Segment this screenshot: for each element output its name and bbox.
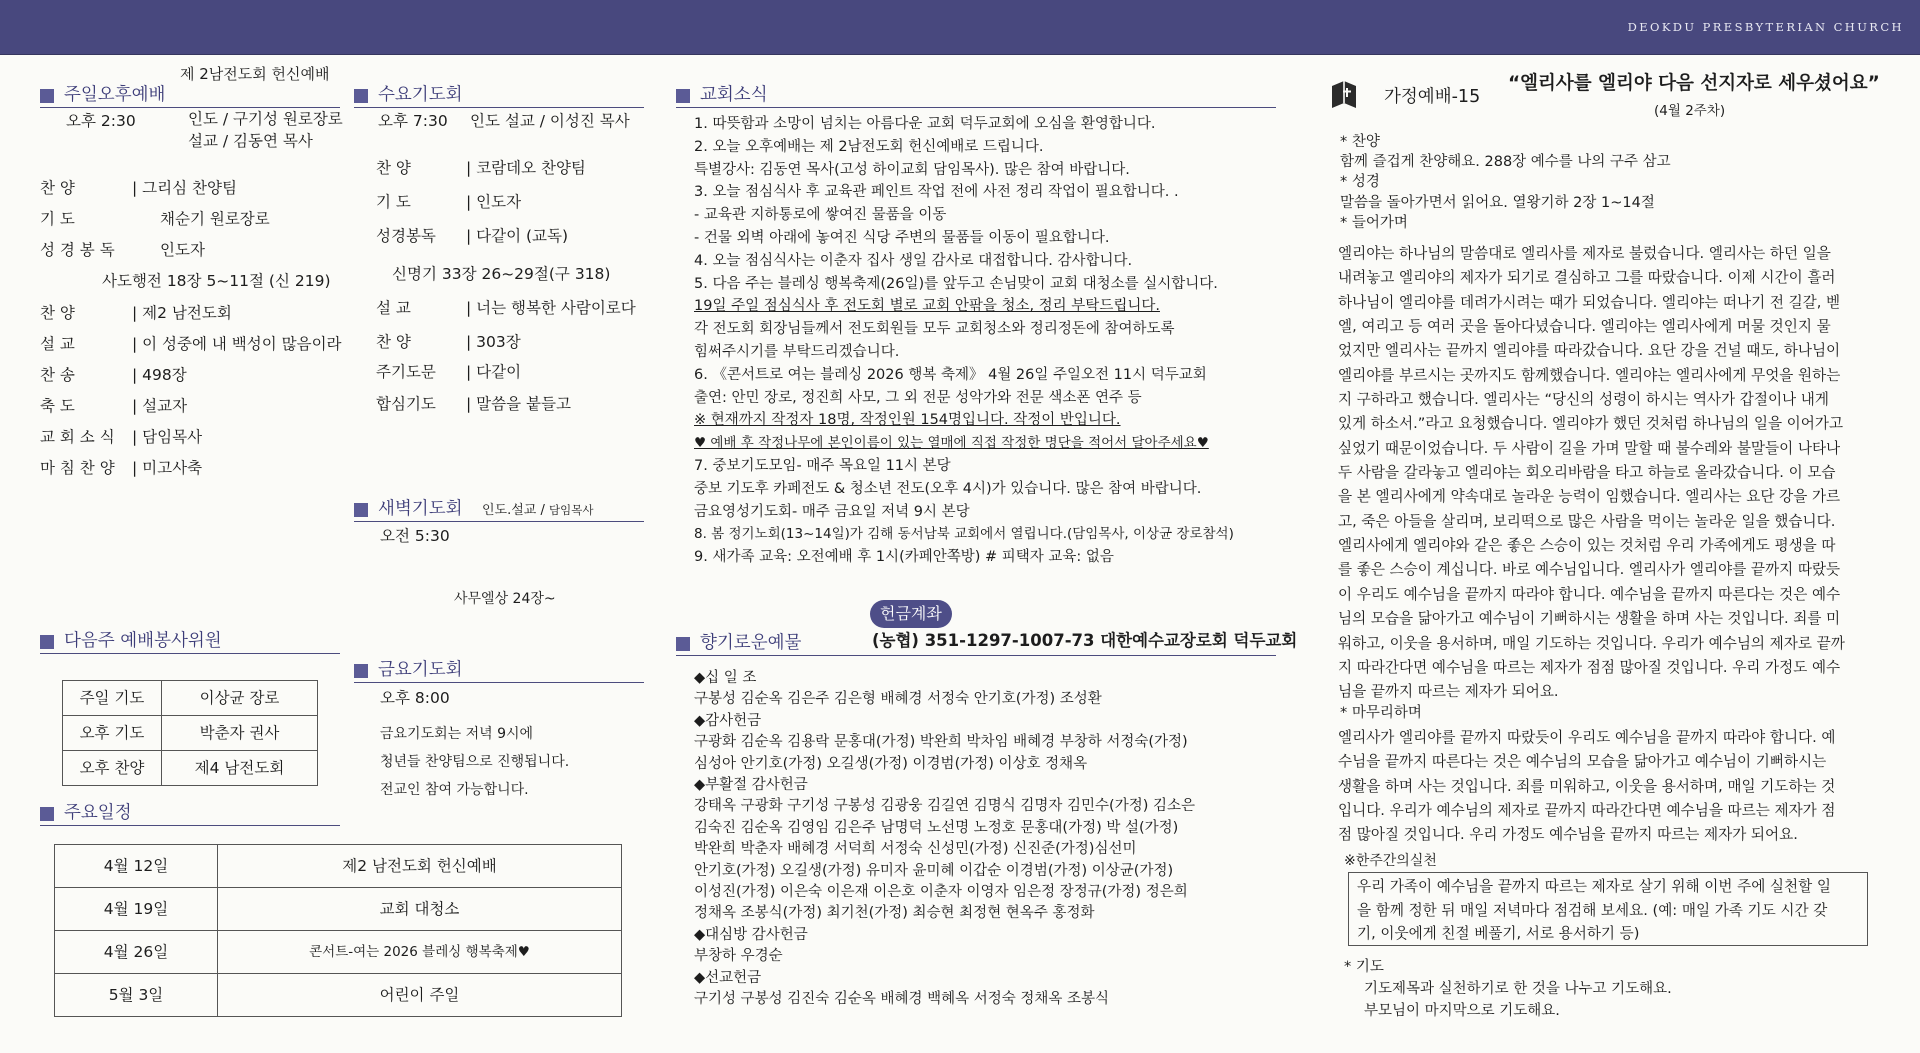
section-heading: 다음주 예배봉사위원 [64, 631, 222, 651]
wednesday-leader: 인도 설교 / 이성진 목사 [470, 112, 630, 130]
order-row: 성 경 봉 독 인도자 [40, 241, 205, 259]
news-line: 9. 새가족 교육: 오전예배 후 1시(카페안쪽방) # 피택자 교육: 없음 [694, 549, 1114, 566]
family-worship-label: 가정예배-15 [1384, 87, 1481, 107]
offering-line: 구광화 김순옥 김용락 문홍대(가정) 박완희 박차임 배혜경 부창하 서정숙(가정) [694, 734, 1188, 751]
offering-line: 정채옥 조봉식(가정) 최기천(가정) 최승현 최정현 현옥주 홍정화 [694, 905, 1095, 922]
news-line: - 건물 외벽 아래에 놓여진 식당 주변의 물품들 이동이 필요합니다. [694, 229, 1110, 246]
offering-line: ◆부활절 감사헌금 [694, 777, 808, 794]
family-worship-week: (4월 2주차) [1654, 103, 1726, 119]
offering-line: 이성진(가정) 이은숙 이은재 이은호 이춘자 이영자 임은정 장정규(가정) 정은희 [694, 884, 1188, 901]
afternoon-leader: 인도 / 구기성 원로장로 [188, 110, 343, 128]
square-bullet-icon [354, 664, 368, 678]
square-bullet-icon [354, 503, 368, 517]
order-row: 기 도 | 인도자 [376, 193, 522, 211]
news-line: 출연: 안민 장로, 정진희 사모, 그 외 전문 성악가와 전문 색소폰 연주 등 [694, 389, 1142, 406]
news-line: 3. 오늘 점심식사 후 교육관 페인트 작업 전에 사전 정리 작업이 필요합니다. . [694, 184, 1179, 201]
offering-line: 안기호(가정) 오길생(가정) 유미자 윤미혜 이갑순 이경범(가정) 이상균(가정) [694, 862, 1174, 879]
divider [676, 655, 1276, 656]
church-name: DEOKDU PRESBYTERIAN CHURCH [1627, 20, 1904, 34]
square-bullet-icon [40, 635, 54, 649]
news-line: 7. 중보기도모임- 매주 목요일 11시 본당 [694, 457, 951, 474]
news-line: ♥ 예배 후 작정나무에 본인이름이 있는 열매에 직접 작정한 명단을 적어서 달아주세요♥ [694, 435, 1209, 452]
dawn-time: 오전 5:30 [380, 527, 450, 545]
offering-line: 박완희 박춘자 배혜경 서덕희 서정숙 신성민(가정) 신진준(가정)심선미 [694, 841, 1137, 858]
divider [354, 521, 644, 522]
offering-line: ◆대심방 감사헌금 [694, 926, 808, 943]
section-heading: 수요기도회 [378, 85, 463, 105]
order-row: 찬 양 | 303장 [376, 333, 521, 351]
friday-notes: 금요기도회는 저녁 9시에 청년들 찬양팀으로 진행됩니다. 전교인 참여 가능합니다. [380, 726, 570, 798]
order-row: 축 도 | 설교자 [40, 397, 188, 415]
order-row: 교 회 소 식 | 담임목사 [40, 428, 203, 446]
divider [40, 653, 340, 654]
square-bullet-icon [354, 89, 368, 103]
offering-line: ◆감사헌금 [694, 712, 762, 729]
section-news [676, 84, 768, 108]
section-heading: 교회소식 [700, 85, 768, 105]
divider [354, 682, 644, 683]
news-line: 19일 주일 점심식사 후 전도회 별로 교회 안팎을 청소, 정리 부탁드립니다. [694, 298, 1160, 315]
news-line: 8. 봄 정기노회(13~14일)가 김해 동서남북 교회에서 열립니다.(담임목사, 이상균 장로참석) [694, 526, 1234, 543]
news-line: - 교육관 지하통로에 쌓여진 물품을 이동 [694, 207, 947, 224]
news-line: 특별강사: 김동연 목사(고성 하이교회 담임목사). 많은 참여 바랍니다. [694, 161, 1130, 178]
section-heading: 금요기도회 [378, 660, 463, 680]
section-heading: 주일오후예배 [64, 85, 166, 105]
table-row: 오후 기도 박춘자 권사 [63, 716, 318, 751]
order-row: 설 교 | 이 성중에 내 백성이 많음이라 [40, 335, 342, 353]
offering-line: 구기성 구봉성 김진숙 김순옥 배혜경 백혜옥 서정숙 정채옥 조봉식 [694, 991, 1110, 1008]
closing-message: 엘리사가 엘리야를 끝까지 따랐듯이 우리도 예수님을 끝까지 따라야 합니다. 예 수님을 끝까지 따른다는 것은 예수님의 모습을 닮아가고 예수님이 기뻐하시는 생활을 하며 사는 것입니다. 죄를 미워하고, 이웃을 용서하며, 매일 기도하는 것 입니다. 우리가 예수님의 제자로 끝까지 따라간다면 예수님을 따르는 제자가 점 점 많아질 것입니다. 우리 가정도 예수님을 끝까지 따르는 제자가 되어요. [1338, 729, 1836, 844]
offering-line: 구봉성 김순옥 김은주 김은형 배혜경 서정숙 안기호(가정) 조성환 [694, 691, 1102, 708]
news-line: ※ 현재까지 작정자 18명, 작정인원 154명입니다. 작정이 반입니다. [694, 412, 1121, 429]
offering-line: ◆십 일 조 [694, 670, 757, 686]
section-heading: 향기로운예물 [700, 633, 802, 653]
schedule-table [54, 844, 622, 1017]
news-line: 각 전도회 회장님들께서 전도회원들 모두 교회청소와 정리정돈에 참여하도록 [694, 321, 1175, 338]
divider [354, 107, 644, 108]
divider [676, 107, 1276, 108]
section-offering [676, 632, 801, 656]
closing-heading: * 마무리하며 [1340, 705, 1422, 721]
account-number: (농협) 351-1297-1007-73 대한예수교장로회 덕두교회 [872, 631, 1298, 650]
bible-icon [1326, 78, 1362, 112]
account-pill: 헌금계좌 [870, 600, 952, 628]
family-worship-title: “엘리사를 엘리야 다음 선지자로 세우셨어요” [1508, 73, 1880, 94]
afternoon-time: 오후 2:30 [66, 112, 136, 130]
news-line: 4. 오늘 점심식사는 이춘자 집사 생일 감사로 대접합니다. 감사합니다. [694, 252, 1133, 269]
offering-line: 부창하 우경순 [694, 948, 783, 965]
square-bullet-icon [40, 807, 54, 821]
church-news-list [694, 113, 1234, 569]
order-row: 찬 양 | 제2 남전도회 [40, 304, 232, 322]
friday-time: 오후 8:00 [380, 689, 450, 707]
order-row: 찬 양 | 코람데오 찬양팀 [376, 159, 586, 177]
offering-line: 심성아 안기호(가정) 오길생(가정) 이경범(가정) 이상호 정채옥 [694, 755, 1088, 772]
offering-list [694, 668, 1195, 1011]
news-line: 2. 오늘 오후예배는 제 2남전도회 헌신예배로 드립니다. [694, 138, 1044, 155]
table-row: 4월 12일 제2 남전도회 헌신예배 [55, 845, 622, 888]
dawn-note: 사무엘상 24장~ [454, 591, 556, 607]
practice-heading: ※한주간의실천 [1344, 853, 1437, 869]
section-friday [354, 659, 463, 683]
table-row: 주일 기도 이상균 장로 [63, 681, 318, 716]
offering-line: 강태옥 구광화 구기성 구봉성 김광웅 김길연 김명식 김명자 김민수(가정) 김소은 [694, 798, 1196, 815]
order-row: 찬 송 | 498장 [40, 366, 187, 384]
order-row: 합심기도 | 말씀을 붙들고 [376, 395, 571, 413]
order-row: 마 침 찬 양 | 미고사축 [40, 459, 203, 477]
order-row: 주기도문 | 다같이 [376, 363, 522, 381]
order-row: 사도행전 18장 5~11절 (신 219) [102, 272, 331, 290]
offering-line: 김숙진 김순옥 김영임 김은주 남명덕 노선명 노정호 문홍대(가정) 박 설(가정) [694, 819, 1179, 836]
divider [40, 107, 340, 108]
order-row: 기 도 채순기 원로장로 [40, 210, 270, 228]
news-line: 6. 《콘서트로 여는 블레싱 2026 행복 축제》 4월 26일 주일오전 11시 덕두교회 [694, 366, 1207, 383]
news-line: 힘써주시기를 부탁드리겠습니다. [694, 343, 900, 360]
news-line: 중보 기도후 카페전도 & 청소년 전도(오후 4시)가 있습니다. 많은 참여 바랍니다. [694, 480, 1202, 497]
section-wednesday [354, 84, 463, 108]
square-bullet-icon [676, 637, 690, 651]
family-intro: * 찬양 함께 즐겁게 찬양해요. 288장 예수를 나의 구주 삼고 * 성경 말씀을 돌아가면서 읽어요. 열왕기하 2장 1~14절 * 들어가며 [1340, 134, 1671, 231]
order-row: 찬 양 | 그리심 찬양팀 [40, 179, 237, 197]
section-heading: 주요일정 [64, 803, 132, 823]
offering-line: ◆선교헌금 [694, 969, 762, 986]
prayer-heading: * 기도 [1344, 959, 1384, 975]
section-servants [40, 630, 222, 654]
table-row: 5월 3일 어린이 주일 [55, 974, 622, 1017]
section-schedule [40, 802, 132, 826]
table-row: 오후 찬양 제4 남전도회 [63, 751, 318, 786]
family-message: 엘리야는 하나님의 말씀대로 엘리사를 제자로 불렀습니다. 엘리사는 하던 일을 내려놓고 엘리야의 제자가 되기로 결심하고 그를 따랐습니다. 이제 시간이 흘러 하나님이 엘리야를 데려가시려는 때가 되었습니다. 엘리야는 떠나기 전 길갈, 벧 엘, 여리고 등 여러 곳을 돌아다녔습니다. 엘리야는 엘리사에게 머물 것인지 물 었지만 엘리사는 끝까지 엘리야를 따라갔습니다. 요단 강을 건널 때도, 하나님이 엘리야를 부르시는 곳까지도 함께했습니다. 엘리야는 엘리사에게 무엇을 원하는 지 구하라고 했습니다. 엘리사는 “당신의 성령이 하시는 역사가 갑절이나 내게 있게 하소서.”라고 요청했습니다. 엘리야가 했던 것처럼 하나님의 일을 이어가고 싶었기 때문이었습니다. 두 사람이 길을 가며 말할 때 불수레와 불말들이 나타나 두 사람을 갈라놓고 엘리야는 회오리바람을 타고 하늘로 올라갔습니다. 이 모습 을 본 엘리사에게 약속대로 놀라운 능력이 임했습니다. 엘리사는 요단 강을 가르 고, 죽은 아들을 살리며, 보리떡으로 많은 사람을 먹이는 놀라운 일을 했습니다. 엘리사에게 엘리야와 같은 좋은 스승이 있는 것처럼 우리 가족에게도 평생을 따 를 좋은 스승이 계십니다. 바로 예수님입니다. 엘리사가 엘리야를 끝까지 따랐듯 이 우리도 예수님을 끝까지 따라야 합니다. 예수님을 끝까지 따른다는 것은 예수 님의 모습을 닮아가고 예수님이 기뻐하시는 생활을 하며 사는 것입니다. 죄를 미 워하고, 이웃을 용서하며, 매일 기도하는 것입니다. 우리가 예수님의 제자로 끝까 지 따라간다면 예수님을 따르는 제자가 점점 많아질 것입니다. 우리 가정도 예수 님을 끝까지 따르는 제자가 되어요. [1338, 245, 1845, 701]
news-line: 5. 다음 주는 블레싱 행복축제(26일)를 앞두고 손님맞이 교회 대청소를 실시합니다. [694, 275, 1218, 292]
order-row: 성경봉독 | 다같이 (교독) [376, 227, 569, 245]
wednesday-time: 오후 7:30 [378, 112, 448, 130]
section-afternoon-worship [40, 84, 165, 108]
square-bullet-icon [676, 89, 690, 103]
table-row: 4월 19일 교회 대청소 [55, 888, 622, 931]
service-title: 제 2남전도회 헌신예배 [180, 65, 330, 83]
servants-table [62, 680, 318, 786]
section-dawn [354, 498, 463, 522]
news-line: 금요영성기도회- 매주 금요일 저녁 9시 본당 [694, 503, 970, 520]
news-line: 1. 따뜻함과 소망이 넘치는 아름다운 교회 덕두교회에 오심을 환영합니다. [694, 116, 1156, 132]
order-row: 신명기 33장 26~29절(구 318) [392, 265, 611, 283]
square-bullet-icon [40, 89, 54, 103]
prayer-lines: 기도제목과 실천하기로 한 것을 나누고 기도해요. 부모님이 마지막으로 기도해요. [1364, 981, 1672, 1019]
order-row: 설 교 | 너는 행복한 사람이로다 [376, 299, 636, 317]
section-heading: 새벽기도회 [378, 499, 463, 519]
divider [40, 825, 340, 826]
practice-box: 우리 가족이 예수님을 끝까지 따르는 제자로 살기 위해 이번 주에 실천할 일 을 함께 정한 뒤 매일 저녁마다 점검해 보세요. (예: 매일 가족 기도 시간 갖 기, 이웃에게 친절 베풀기, 서로 용서하기 등) [1348, 872, 1868, 946]
table-row: 4월 26일 콘서트-여는 2026 블레싱 행복축제♥ [55, 931, 622, 974]
dawn-leader: 인도.설교 / 담임목사 [482, 503, 594, 518]
afternoon-preacher: 설교 / 김동연 목사 [188, 132, 313, 150]
